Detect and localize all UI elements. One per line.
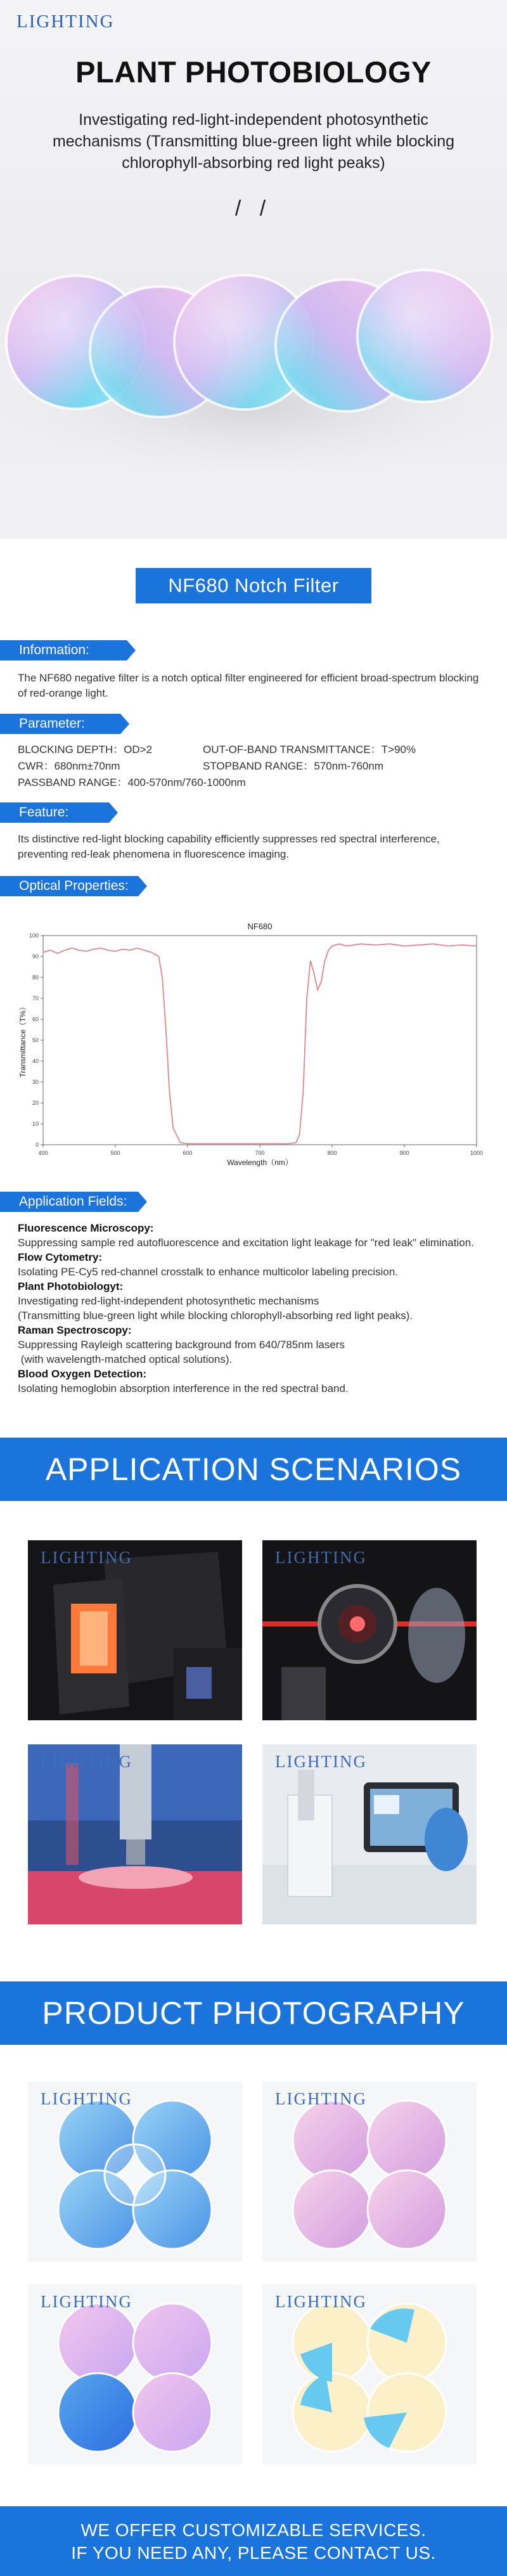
- application-field-title: Flow Cytometry:: [18, 1251, 103, 1263]
- chart-plot-area: [43, 936, 477, 1145]
- chart-y-tick-label: 60: [32, 1016, 39, 1022]
- parameter-heading: Parameter:: [0, 714, 120, 734]
- application-field-description: Suppressing sample red autofluorescence and excitation light leakage for "red leak" elimination.: [18, 1237, 474, 1249]
- chart-y-tick-label: 10: [32, 1121, 39, 1127]
- brand-watermark: LIGHTING: [41, 1548, 132, 1567]
- hero-subtitle: Investigating red-light-independent photosynthetic mechanisms (Transmitting blue-green light while blocking chlorophyll-absorbing red light peaks): [52, 111, 455, 172]
- application-fields-heading: Application Fields:: [0, 1192, 138, 1212]
- application-scenarios-heading: APPLICATION SCENARIOS: [0, 1438, 507, 1501]
- brand-watermark: LIGHTING: [275, 2292, 367, 2311]
- hero-title: PLANT PHOTOBIOLOGY: [75, 55, 432, 89]
- parameter-cell: STOPBAND RANGE：570nm-760nm: [203, 760, 384, 772]
- chart-y-tick-label: 30: [32, 1079, 39, 1085]
- chart-y-tick-label: 100: [29, 932, 39, 939]
- chart-x-axis-label: Wavelength（nm）: [227, 1158, 293, 1167]
- chart-x-tick-label: 900: [399, 1150, 409, 1156]
- application-field-description: Isolating PE-Cy5 red-channel crosstalk to enhance multicolor labeling precision.: [18, 1266, 399, 1278]
- feature-text: Its distinctive red-light blocking capability efficiently suppresses red spectral interference, preventing red-leak phenomena in fluorescence imaging.: [18, 833, 440, 860]
- brand-watermark: LIGHTING: [41, 2292, 132, 2311]
- brand-logo: LIGHTING: [16, 11, 115, 32]
- application-fields-list: [18, 1221, 499, 1396]
- chart-y-tick-label: 80: [32, 974, 39, 981]
- chart-x-tick-label: 800: [327, 1150, 337, 1156]
- parameter-row: [18, 742, 489, 758]
- chart-y-tick-label: 90: [32, 953, 39, 960]
- application-field-title: Blood Oxygen Detection:: [18, 1368, 147, 1380]
- parameter-cell: BLOCKING DEPTH：OD>2: [18, 744, 153, 756]
- chart-y-axis-label: Transmittance（T%）: [18, 1003, 27, 1078]
- chart-y-tick-label: 40: [32, 1058, 39, 1064]
- chart-y-tick-label: 0: [35, 1142, 39, 1148]
- product-name-banner: NF680 Notch Filter: [136, 568, 371, 603]
- product-photography-heading: PRODUCT PHOTOGRAPHY: [0, 1981, 507, 2045]
- chart-x-tick-label: 1000: [470, 1150, 484, 1156]
- scenario-image-imaging-box: [28, 1540, 242, 1720]
- optical-properties-heading: Optical Properties:: [0, 876, 138, 896]
- scenario-image-laser-optics: [262, 1540, 477, 1720]
- product-photo-pink-filters: [262, 2082, 477, 2262]
- parameter-cell: CWR：680nm±70nm: [18, 760, 120, 772]
- brand-watermark: LIGHTING: [275, 1752, 367, 1771]
- product-photo-yellow-cyan-filters: [262, 2284, 477, 2464]
- application-field-description: Isolating hemoglobin absorption interference in the red spectral band.: [18, 1382, 349, 1394]
- hero-section: [0, 0, 507, 539]
- information-text: The NF680 negative filter is a notch optical filter engineered for efficient broad-spectrum blocking of red-orange light.: [18, 672, 479, 699]
- chart-x-tick-label: 700: [255, 1150, 265, 1156]
- contact-line-1: WE OFFER CUSTOMIZABLE SERVICES.: [80, 2520, 427, 2540]
- chart-y-tick-label: 20: [32, 1100, 39, 1106]
- chart-title: NF680: [247, 922, 273, 931]
- chart-y-tick-label: 50: [32, 1037, 39, 1043]
- application-field-description: Investigating red-light-independent photosynthetic mechanisms: [18, 1295, 319, 1307]
- contact-line-2: IF YOU NEED ANY, PLEASE CONTACT US.: [71, 2543, 436, 2563]
- application-field-description: (with wavelength-matched optical solutions).: [18, 1353, 233, 1365]
- brand-watermark: LIGHTING: [41, 1752, 132, 1771]
- product-photo-mixed-filters: [28, 2284, 242, 2464]
- contact-banner: [0, 2506, 507, 2576]
- feature-heading: Feature:: [0, 802, 109, 823]
- parameter-table: [18, 742, 489, 791]
- information-heading: Information:: [0, 640, 127, 660]
- transmittance-chart: [18, 918, 489, 1173]
- scenario-image-automated-inspection: [28, 1744, 242, 1924]
- filter-lenses-image: [0, 247, 507, 539]
- application-field-description: Suppressing Rayleigh scattering background from 640/785nm lasers: [18, 1339, 345, 1351]
- product-photo-blue-filters: [28, 2082, 242, 2262]
- parameter-cell: OUT-OF-BAND TRANSMITTANCE：T>90%: [203, 744, 416, 756]
- brand-watermark: LIGHTING: [41, 2089, 132, 2108]
- chart-x-tick-label: 600: [183, 1150, 193, 1156]
- parameter-row: [18, 758, 489, 775]
- chart-y-tick-label: 70: [32, 995, 39, 1001]
- hero-divider: / /: [234, 196, 273, 221]
- application-field-title: Fluorescence Microscopy:: [18, 1222, 154, 1234]
- application-field-title: Plant Photobiologyt:: [18, 1280, 124, 1292]
- parameter-cell: PASSBAND RANGE：400-570nm/760-1000nm: [18, 776, 246, 789]
- application-field-title: Raman Spectroscopy:: [18, 1324, 132, 1336]
- parameter-row: [18, 775, 489, 791]
- scenario-image-microscope-tablet: [262, 1744, 477, 1924]
- chart-x-tick-label: 500: [110, 1150, 120, 1156]
- chart-x-tick-label: 400: [38, 1150, 48, 1156]
- brand-watermark: LIGHTING: [275, 2089, 367, 2108]
- application-field-description: (Transmitting blue-green light while blocking chlorophyll-absorbing red light peaks).: [18, 1310, 413, 1322]
- brand-watermark: LIGHTING: [275, 1548, 367, 1567]
